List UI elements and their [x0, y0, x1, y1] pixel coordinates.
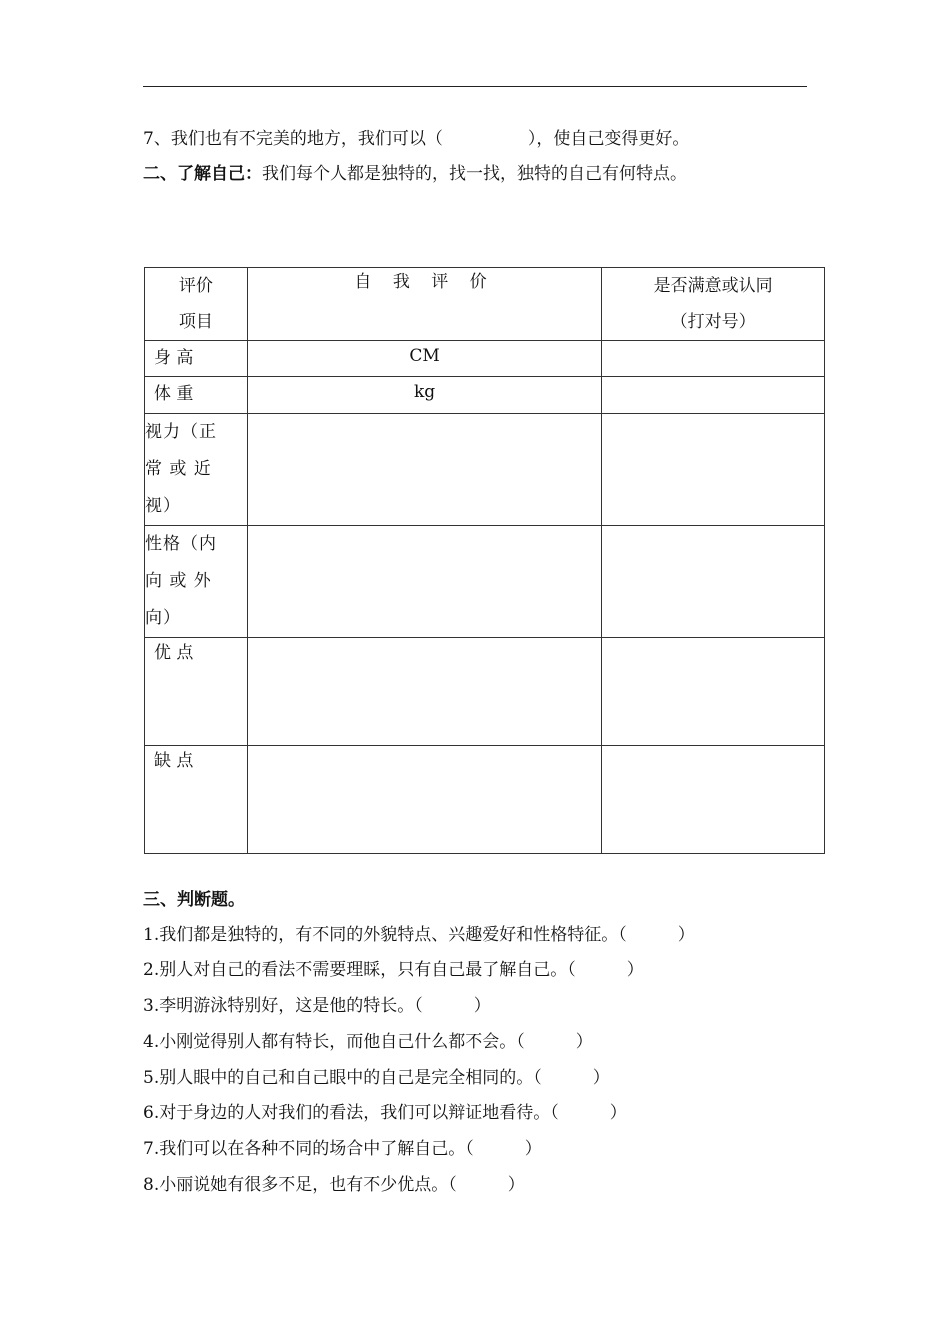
- weight-input-cell[interactable]: [247, 377, 601, 414]
- table-row: [145, 746, 825, 854]
- judgement-item-2: 2.别人对自己的看法不需要理睬，只有自己最了解自己。（ ）: [143, 960, 644, 980]
- section-2-text: 我们每个人都是独特的，找一找，独特的自己有何特点。: [262, 164, 687, 184]
- row-label-vision: [145, 414, 248, 526]
- table-row: [145, 638, 825, 746]
- header-item: [145, 268, 248, 341]
- personality-label-line2: 向 或 外: [145, 571, 212, 591]
- section-2-heading: 二、了解自己：: [143, 164, 262, 184]
- personality-check-cell[interactable]: [602, 526, 825, 638]
- personality-input-cell[interactable]: [247, 526, 601, 638]
- weaknesses-check-cell[interactable]: [602, 746, 825, 854]
- self-evaluation-table: [144, 267, 825, 854]
- row-label-weight: 体 重: [145, 377, 248, 414]
- weight-check-cell[interactable]: [602, 377, 825, 414]
- row-label-personality: [145, 526, 248, 638]
- row-label-weaknesses: 缺 点: [145, 746, 248, 854]
- section-3-heading: 三、判断题。: [143, 890, 245, 910]
- header-satisfied-line1: 是否满意或认同: [653, 276, 773, 296]
- judgement-item-6: 6.对于身边的人对我们的看法，我们可以辩证地看待。（ ）: [143, 1103, 627, 1123]
- height-check-cell[interactable]: [602, 341, 825, 377]
- vision-label-line2: 常 或 近: [145, 459, 212, 479]
- table-header-row: [145, 268, 825, 341]
- height-unit: CM: [409, 346, 440, 366]
- vision-label-line1: 视力（正: [145, 422, 217, 442]
- judgement-item-1: 1.我们都是独特的，有不同的外貌特点、兴趣爱好和性格特征。（ ）: [143, 925, 695, 945]
- row-label-height: 身 高: [145, 341, 248, 377]
- judgement-item-4: 4.小刚觉得别人都有特长，而他自己什么都不会。（ ）: [143, 1032, 593, 1052]
- header-rule: [143, 86, 807, 87]
- personality-label-line3: 向）: [145, 608, 181, 628]
- row-label-strengths: 优 点: [145, 638, 248, 746]
- header-satisfied: [602, 268, 825, 341]
- header-item-line1: 评价: [178, 276, 213, 296]
- table-row: [145, 414, 825, 526]
- personality-label-line1: 性格（内: [145, 534, 217, 554]
- judgement-item-3: 3.李明游泳特别好，这是他的特长。（ ）: [143, 996, 491, 1016]
- weaknesses-input-cell[interactable]: [247, 746, 601, 854]
- vision-label-line3: 视）: [145, 496, 181, 516]
- height-input-cell[interactable]: [247, 341, 601, 377]
- header-satisfied-line2: （打对号）: [670, 312, 756, 332]
- vision-check-cell[interactable]: [602, 414, 825, 526]
- table-row: [145, 526, 825, 638]
- judgement-item-5: 5.别人眼中的自己和自己眼中的自己是完全相同的。（ ）: [143, 1068, 610, 1088]
- header-self-eval: [247, 268, 601, 341]
- header-item-line2: 项目: [178, 312, 213, 332]
- strengths-input-cell[interactable]: [247, 638, 601, 746]
- table-row: [145, 377, 825, 414]
- judgement-item-8: 8.小丽说她有很多不足，也有不少优点。（ ）: [143, 1175, 525, 1195]
- header-self-eval-text: 自 我 评 价: [354, 272, 495, 292]
- table-row: [145, 341, 825, 377]
- weight-unit: kg: [413, 382, 436, 402]
- question-7-fill-blank: 7、我们也有不完美的地方，我们可以（ ），使自己变得更好。: [143, 129, 690, 149]
- section-2-intro: [143, 163, 687, 185]
- strengths-check-cell[interactable]: [602, 638, 825, 746]
- judgement-item-7: 7.我们可以在各种不同的场合中了解自己。（ ）: [143, 1139, 542, 1159]
- vision-input-cell[interactable]: [247, 414, 601, 526]
